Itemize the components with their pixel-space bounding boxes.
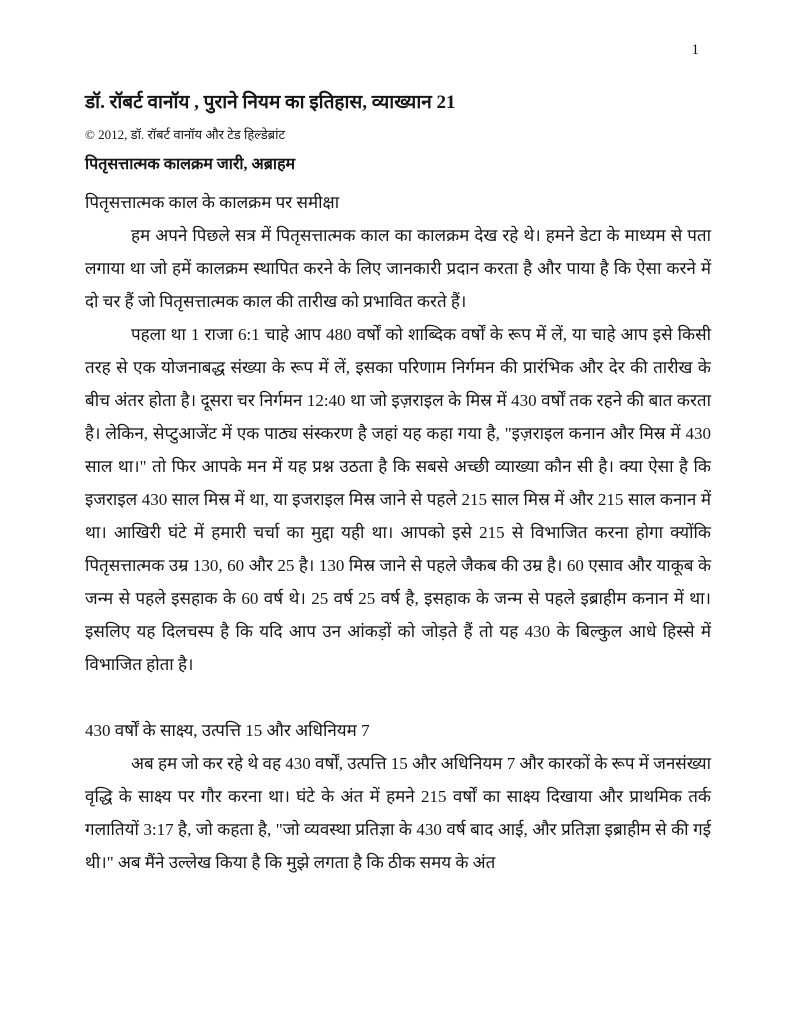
section-heading-review: पितृसत्तात्मक काल के कालक्रम पर समीक्षा bbox=[85, 193, 340, 212]
section-heading-evidence: 430 वर्षों के साक्ष्य, उत्पत्ति 15 और अधिनियम 7 bbox=[85, 721, 370, 740]
paragraph-chronology-variables: पहला था 1 राजा 6:1 चाहे आप 480 वर्षों को शाब्दिक वर्षों के रूप में लें, या चाहे आप इसे किसी तरह से एक योजनाबद्ध संख्या के रूप में लें, इसका परिणाम निर्गमन की प्रारंभिक और देर की तारीख के बीच अंतर होता है। दूसरा चर निर्गमन 12:40 था जो इज़राइल के मिस्र में 430 वर्षों तक रहने की बात करता है। लेकिन, सेप्टुआजेंट में एक पाठ्य संस्करण है जहां यह कहा गया है, "इज़राइल कनान और मिस्र में 430 साल था।" तो फिर आपके मन में यह प्रश्न उठता है कि सबसे अच्छी व्याख्या कौन सी है। क्या ऐसा है कि इजराइल 430 साल मिस्र में था, या इजराइल मिस्र जाने से पहले 215 साल मिस्र में और 215 साल कनान में था। आखिरी घंटे में हमारी चर्चा का मुद्दा यही था। आपको इसे 215 से विभाजित करना होगा क्योंकि पितृसत्तात्मक उम्र 130, 60 और 25 है। 130 मिस्र जाने से पहले जैकब की उम्र है। 60 एसाव और याकूब के जन्म से पहले इसहाक के 60 वर्ष थे। 25 वर्ष 25 वर्ष है, इसहाक के जन्म से पहले इब्राहीम कनान में था। इसलिए यह दिलचस्प है कि यदि आप उन आंकड़ों को जोड़ते हैं तो यह 430 के बिल्कुल आधे हिस्से में विभाजित होता है। bbox=[85, 325, 711, 674]
document-subtitle: पितृसत्तात्मक कालक्रम जारी, अब्राहम bbox=[85, 156, 296, 173]
paragraph-evidence: अब हम जो कर रहे थे वह 430 वर्षों, उत्पत्ति 15 और अधिनियम 7 और कारकों के रूप में जनसंख्या वृद्धि के साक्ष्य पर गौर करना था। घंटे के अंत में हमने 215 वर्षों का साक्ष्य दिखाया और प्राथमिक तर्क गलातियों 3:17 है, जो कहता है, "जो व्यवस्था प्रतिज्ञा के 430 वर्ष बाद आई, और प्रतिज्ञा इब्राहीम से की गई थी।" अब मैंने उल्लेख किया है कि मुझे लगता है कि ठीक समय के अंत bbox=[85, 754, 711, 872]
section-spacer bbox=[85, 681, 711, 714]
paragraph-review: हम अपने पिछले सत्र में पितृसत्तात्मक काल का कालक्रम देख रहे थे। हमने डेटा के माध्यम से पता लगाया था जो हमें कालक्रम स्थापित करने के लिए जानकारी प्रदान करता है और पाया है कि ऐसा करने में दो चर हैं जो पितृसत्तात्मक काल की तारीख को प्रभावित करते हैं। bbox=[85, 226, 711, 311]
document-title: डॉ. रॉबर्ट वानॉय , पुराने नियम का इतिहास, व्याख्यान 21 bbox=[85, 92, 456, 113]
page-number: 1 bbox=[691, 42, 699, 58]
copyright-line: © 2012, डॉ. रॉबर्ट वानॉय और टेड हिल्डेब्रांट bbox=[85, 127, 286, 142]
